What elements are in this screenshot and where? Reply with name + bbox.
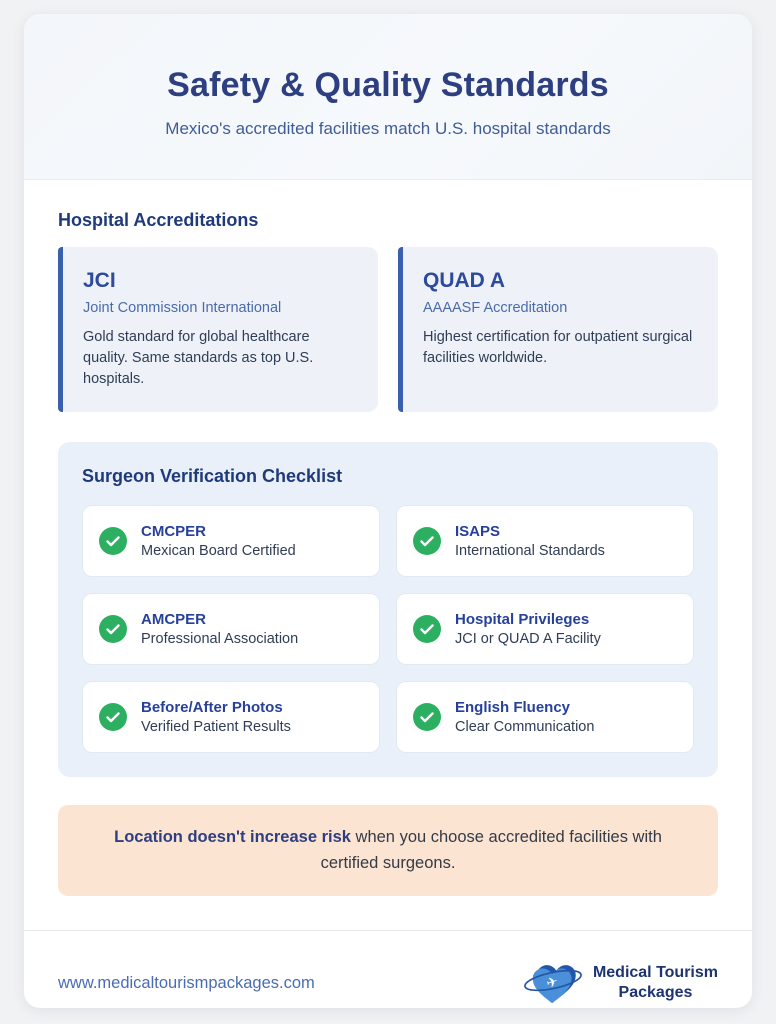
svg-text:✈: ✈ — [544, 973, 561, 993]
accreditation-org: AAAASF Accreditation — [423, 300, 568, 316]
accreditation-description: Highest certification for outpatient surgical facilities worldwide. — [423, 329, 693, 367]
accreditations-heading: Hospital Accreditations — [58, 210, 259, 230]
accreditation-name: QUAD A — [423, 269, 506, 292]
checklist-panel — [58, 442, 718, 777]
accreditation-cards-row — [58, 247, 718, 412]
risk-callout — [58, 805, 718, 896]
checklist-item-text — [455, 611, 601, 647]
brand-name-line2: Packages — [618, 984, 693, 1002]
checklist-item-text — [141, 611, 298, 647]
accreditation-description: Gold standard for global healthcare quality. Same standards as top U.S. hospitals. — [83, 329, 314, 388]
brand-name-line1: Medical Tourism — [592, 964, 718, 982]
checklist-item-text — [141, 523, 296, 559]
checklist-heading: Surgeon Verification Checklist — [82, 466, 343, 487]
checklist-item-cmcper — [82, 505, 380, 577]
content-area — [24, 180, 752, 896]
website-link[interactable]: www.medicaltourismpackages.com — [58, 973, 315, 992]
check-icon — [99, 527, 127, 555]
checklist-item-subtitle: Mexican Board Certified — [141, 543, 296, 560]
brand-logo-group — [521, 955, 718, 1008]
header-band — [24, 14, 752, 180]
checklist-grid — [82, 505, 694, 753]
accreditation-name: JCI — [83, 269, 116, 292]
checklist-item-title: CMCPER — [141, 523, 207, 541]
footer — [24, 930, 752, 1008]
checklist-item-title: Hospital Privileges — [455, 611, 590, 629]
page-subtitle: Mexico's accredited facilities match U.S. hospital standards — [165, 119, 611, 138]
checklist-item-subtitle: JCI or QUAD A Facility — [455, 631, 601, 648]
checklist-item-subtitle: International Standards — [455, 543, 605, 560]
checklist-item-title: Before/After Photos — [141, 699, 283, 717]
checklist-item-amcper — [82, 593, 380, 665]
page-title: Safety & Quality Standards — [167, 66, 609, 104]
checklist-item-subtitle: Clear Communication — [455, 719, 595, 736]
check-icon — [413, 615, 441, 643]
checklist-item-text — [141, 699, 291, 735]
infographic-card — [24, 14, 752, 1008]
check-icon — [99, 703, 127, 731]
checklist-item-text — [455, 699, 594, 735]
checklist-item-hospital-privileges — [396, 593, 694, 665]
checklist-item-english-fluency — [396, 681, 694, 753]
callout-highlight: Location doesn't increase risk — [114, 828, 351, 847]
heart-plane-logo-icon — [521, 955, 585, 1008]
checklist-item-text — [455, 523, 605, 559]
checklist-item-title: English Fluency — [455, 699, 571, 717]
accreditation-card-quad-a — [398, 247, 718, 412]
checklist-item-isaps — [396, 505, 694, 577]
checklist-item-subtitle: Verified Patient Results — [141, 719, 291, 736]
brand-name — [593, 963, 718, 1003]
checklist-item-subtitle: Professional Association — [141, 631, 299, 648]
accreditation-card-jci — [58, 247, 378, 412]
check-icon — [99, 615, 127, 643]
accreditation-org: Joint Commission International — [83, 300, 282, 316]
check-icon — [413, 703, 441, 731]
callout-text: when you choose accredited facilities with certified surgeons. — [320, 828, 662, 872]
checklist-item-title: AMCPER — [141, 611, 207, 629]
checklist-item-before-after-photos — [82, 681, 380, 753]
check-icon — [413, 527, 441, 555]
checklist-item-title: ISAPS — [455, 523, 501, 541]
